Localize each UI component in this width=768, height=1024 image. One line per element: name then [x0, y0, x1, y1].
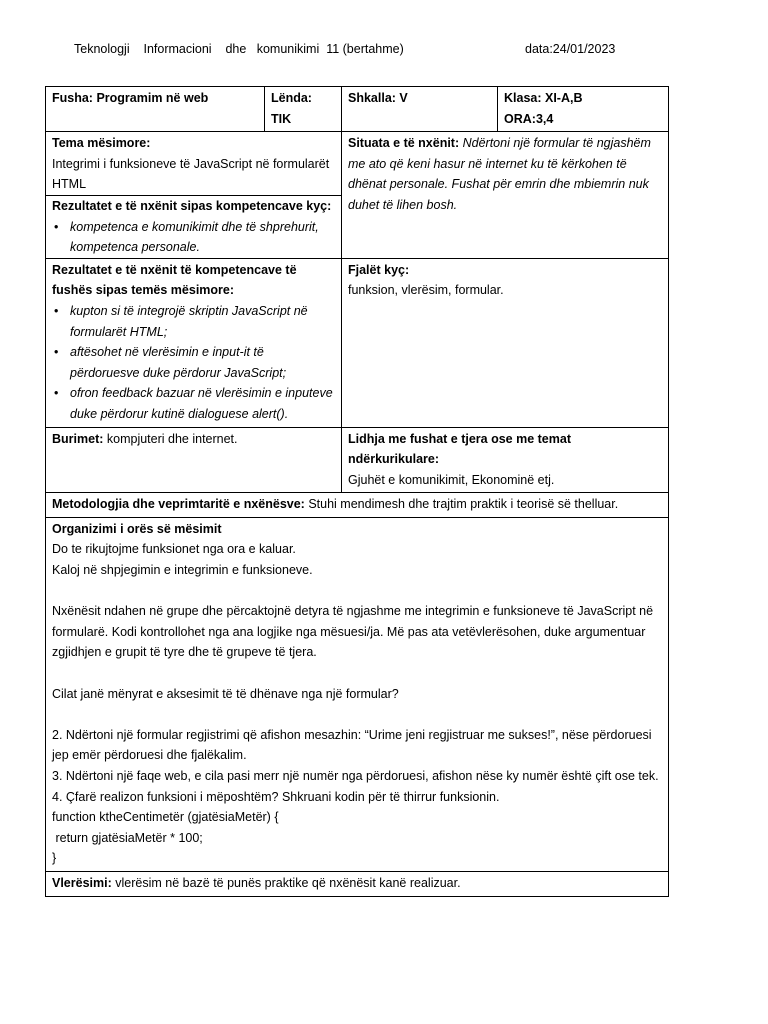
- vleresimi-label: Vlerësimi:: [52, 875, 112, 890]
- task-4: 4. Çfarë realizon funksioni i mëposhtëm? Shkruani kodin për të thirrur funksionin.: [52, 789, 500, 804]
- lidhja-cell: [342, 427, 669, 493]
- task-3: 3. Ndërtoni një faqe web, e cila pasi merr një numër nga përdoruesi, afishon nëse ky numër është çift ose tek.: [52, 769, 659, 783]
- list-item: • aftësohet në vlerësimin e input-it të përdoruesve duke përdorur JavaScript;: [70, 342, 335, 383]
- shkalla-label: Shkalla: V: [348, 91, 408, 105]
- organizimi-line1: Do te rikujtojme funksionet nga ora e kaluar.: [52, 542, 296, 557]
- date-label: data:24/01/2023: [525, 42, 616, 56]
- situata-label: Situata e të nxënit:: [348, 136, 460, 151]
- table-row-rezultatet-fushes: [46, 258, 669, 427]
- burimet-label: Burimet:: [52, 431, 104, 446]
- rezultatet-fushes-cell: [46, 258, 342, 427]
- organizimi-question: Cilat janë mënyrat e aksesimit të të dhënave nga një formular?: [52, 686, 399, 701]
- vleresimi-text: vlerësim në bazë të punës praktike që nxënësit kanë realizuar.: [111, 875, 461, 890]
- list-item: • kupton si të integrojë skriptin JavaScript në formularët HTML;: [70, 301, 335, 342]
- rezultatet-fushes-list: [52, 301, 335, 425]
- table-row-burimet: [46, 427, 669, 493]
- table-row-tema: [46, 132, 669, 259]
- table-row-vleresimi: [46, 871, 669, 896]
- vleresimi-cell: [46, 871, 669, 896]
- lenda-label: Lënda:: [271, 91, 312, 105]
- fjalet-kyc-cell: [342, 258, 669, 427]
- rezultatet-fushes-label: Rezultatet e të nxënit të kompetencave të fushës sipas temës mësimore:: [52, 262, 297, 298]
- table-row-metodologjia: [46, 493, 669, 518]
- fusha-label: Fusha: Programim në web: [52, 91, 209, 105]
- tema-label: Tema mësimore:: [52, 136, 151, 151]
- tema-section: [52, 133, 335, 195]
- burimet-cell: [46, 427, 342, 493]
- lenda-value: TIK: [271, 111, 292, 126]
- fjalet-kyc-text: funksion, vlerësim, formular.: [348, 283, 504, 298]
- code-line: function ktheCentimetër (gjatësiaMetër) {: [52, 810, 279, 825]
- lidhja-text: Gjuhët e komunikimit, Ekonominë etj.: [348, 472, 555, 487]
- organizimi-label: Organizimi i orës së mësimit: [52, 521, 222, 536]
- rezultatet-kyc-list: [52, 217, 335, 258]
- fjalet-kyc-label: Fjalët kyç:: [348, 262, 410, 277]
- klasa-cell: [498, 87, 669, 132]
- organizimi-line2: Kaloj në shpjegimin e integrimin e funksioneve.: [52, 563, 313, 578]
- rezultatet-kyc-section: [46, 195, 341, 258]
- organizimi-cell: [46, 517, 669, 871]
- tema-cell: [46, 132, 342, 259]
- code-line: }: [52, 851, 57, 866]
- list-item: • ofron feedback bazuar në vlerësimin e inputeve duke përdorur kutinë dialoguese alert().: [70, 383, 335, 424]
- table-row-organizimi: [46, 517, 669, 871]
- lenda-cell: [265, 87, 342, 132]
- code-line: return gjatësiaMetër * 100;: [52, 830, 203, 845]
- table-row-header-info: [46, 87, 669, 132]
- organizimi-paragraph: Nxënësit ndahen në grupe dhe përcaktojnë detyra të ngjashme me integrimin e funksioneve të JavaScript në formularë. Kodi kontrollohet nga ana logjike nga mësuesi/ja. Më pas ata vetëvlerësohen, duke argumentuar zgjidhjen e grupit të tyre dhe të grupeve të tjera.: [52, 604, 654, 660]
- klasa-label: Klasa: XI-A,B: [504, 91, 583, 105]
- lesson-plan-table: [45, 86, 669, 897]
- metodologjia-label: Metodologjia dhe veprimtaritë e nxënësve:: [52, 497, 305, 512]
- situata-cell: [342, 132, 669, 259]
- tema-text: Integrimi i funksioneve të JavaScript në formularët HTML: [52, 156, 330, 192]
- metodologjia-text: Stuhi mendimesh dhe trajtim praktik i teorisë së thelluar.: [304, 497, 619, 512]
- task-2: 2. Ndërtoni një formular regjistrimi që afishon mesazhin: “Urime jeni regjistruar me sukses!”, nëse përdoruesi jep emër përdoruesi dhe fjalëkalim.: [52, 727, 652, 763]
- fusha-cell: [46, 87, 265, 132]
- shkalla-cell: [342, 87, 498, 132]
- rezultatet-kyc-label: Rezultatet e të nxënit sipas kompetencave kyç:: [52, 198, 332, 213]
- list-item: • kompetenca e komunikimit dhe të shprehurit, kompetenca personale.: [70, 217, 335, 258]
- lidhja-label: Lidhja me fushat e tjera ose me temat ndërkurikulare:: [348, 431, 571, 467]
- metodologjia-cell: [46, 493, 669, 518]
- subject-line: Teknologji Informacioni dhe komunikimi 11 (bertahme): [74, 42, 404, 56]
- ora-label: ORA:3,4: [504, 111, 554, 126]
- burimet-text: kompjuteri dhe internet.: [103, 431, 238, 446]
- situata-text: Ndërtoni një formular të ngjashëm me ato që keni hasur në internet ku të kërkohen të dhënat personale. Fushat për emrin dhe mbiemrin nuk duhet të lihen bosh.: [348, 136, 651, 212]
